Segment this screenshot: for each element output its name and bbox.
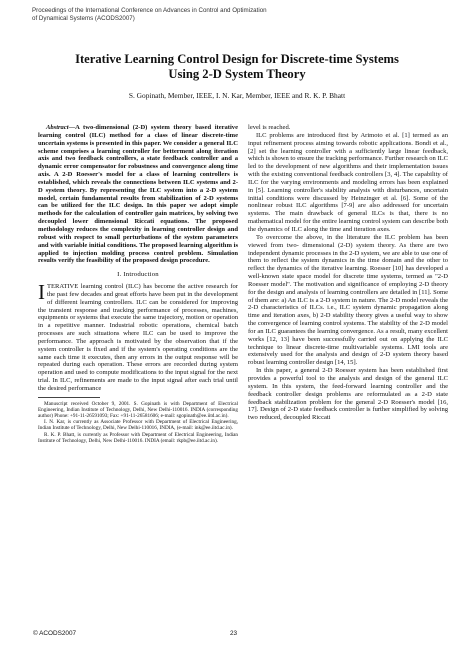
author-list: S. Gopinath, Member, IEEE, I. N. Kar, Member, IEEE and R. K. P. Bhatt bbox=[128, 91, 346, 100]
abstract-body: —A two-dimensional (2-D) system theory based iterative learning control (ILC) method for a class of linear discrete-time uncertain systems is presented in this paper. We consider a general ILC scheme comprises a learning controller for betterment along iteration axis and two feedback controllers, a state feedback controller and a dynamic error compensator for robustness and convergence along time axis. A 2-D Roesser's model for a class of learning controllers is established, which reveals the connections between ILC systems and 2-D system theory. By representing the ILC system into a 2-D system model, certain fundamental results from stabilization of 2-D systems can be utilized for the ILC design. In this paper we adopt simple methods for the calculation of controller gain matrices, by solving two decoupled lower dimensional Riccati equations. The proposed methodology reduces the complexity in learning controller design and robust with respect to small perturbations of the system parameters and with variable initial conditions. The proposed learning algorithm is applied to injection molding process control problem. Simulation results verify the feasibility of the proposed design procedure. bbox=[38, 124, 238, 265]
paragraph-this-paper: In this paper, a general 2-D Roesser system has been established first provides a powerful tool to the analysis and design of the general ILC system. In this system, the feed-forward learning controller and the feedback controller design problems are reformulated as a 2-D state feedback stabilization problem for the general 2-D Roesser's model [16, 17]. Design of 2-D state feedback controller is further simplified by solving two reduced, decoupled Riccati bbox=[248, 367, 448, 422]
paragraph-ilc-problems: ILC problems are introduced first by Arimoto et al. [1] termed as an input refinement process aiming towards robotic applications. Bondi et al., [2] set the learning controller with a sufficiently large linear feedback, which is shown to ensure the tracking performance. Further research on ILC led to the development of new algorithms and their implementation issues with the existing conventional feedback controllers [3, 4]. The capability of ILC for the varying environments and modeling errors has been explained in [5]. Learning controller's stability analysis with disturbances, uncertain initial conditions were discussed by Heinzinger et al. [6]. Some of the nonlinear robust ILC algorithms [7-9] are also addressed for uncertain systems. The main drawback of general ILCs is that, there is no mathematical model for the entire learning control system can describe both the dynamics of ILC along the time and iteration axes. bbox=[248, 131, 448, 233]
paper-title bbox=[40, 52, 434, 82]
section-heading-introduction: I. Introduction bbox=[117, 271, 159, 279]
footnote-manuscript: Manuscript received October 9, 2001. S. Gopinath is with Department of Electrical Engineering, Indian Institute of Technology, Delhi, New Delhi-110016. INDIA (corresponding author) Phone: +91-11-26591093; Fax: +91-11-26581606; e-mail: sgopinath@ee.iitd.ac.in). bbox=[38, 400, 238, 420]
drop-cap: I bbox=[38, 280, 45, 305]
continuation-text: level is reached. bbox=[248, 124, 291, 131]
right-column bbox=[248, 124, 448, 422]
intro-paragraph-text: TERATIVE learning control (ILC) has become the active research for the past few decades and great efforts have been put in the development of different learning controllers. ILC can be considered for improving the transient response and tracking performance of processes, machines, equipments or systems that execute the same trajectory, motion or operation in a repetitive manner. Industrial robotic operations, chemical batch processes are such situations where ILC can be used to improve the performance. The approach is motivated by the observation that if the system controller is fixed and if the system's operating conditions are the same each time it executes, then any errors in the output response will be repeated during each operation. These errors are recorded during system operation and used to compute modifications to the input signal for the next trial. In ILC, refinements are made to the input signal after each trial until the desired performance bbox=[38, 283, 238, 392]
abstract bbox=[38, 124, 238, 265]
proceedings-line-2: of Dynamical Systems (ACODS2007) bbox=[32, 14, 135, 22]
footer-copyright: © ACODS2007 bbox=[33, 630, 77, 637]
footnotes bbox=[38, 401, 238, 444]
proceedings-line-1: Proceedings of the International Conference on Advances in Control and Optimization bbox=[32, 7, 267, 14]
page-number: 23 bbox=[230, 630, 238, 637]
intro-paragraph bbox=[38, 280, 238, 393]
footnote-rule bbox=[38, 397, 100, 398]
left-column bbox=[38, 124, 238, 444]
proceedings-header bbox=[32, 7, 332, 22]
paragraph-2d-theory: To overcome the above, in the literature the ILC problem has been viewed from two- dimensional (2-D) system theory. As there are two independent dynamic processes in the 2-D system, we are able to use one of them to reflect the system dynamics in the time domain and the other to reflect the dynamics of the iterative learning. Roesser [10] has developed a well-known state space model for discrete time systems, termed as "2-D Roesser model". The motivation and significance of employing 2-D theory for the design and analysis of learning controllers are detailed in [11]. Some of them are: a) An ILC is a 2-D system in nature. The 2-D model reveals the 2-D characteristics of ILCs. i.e., ILC system dynamic propagation along time and iteration axes, b) 2-D stability theory gives a useful way to show the convergence of learning control systems. The stability of the 2-D model for an ILC guarantees the learning convergence. As a result, many excellent works [12, 13] have been successfully carried out on applying the ILC technique to linear discrete-time multivariable systems. LMI tools are extensively used for the analysis and design of 2-D system theory based robust learning controller design [14, 15]. bbox=[248, 233, 448, 367]
title-line-1: Iterative Learning Control Design for Discrete-time Systems bbox=[75, 52, 399, 66]
abstract-lead: Abstract bbox=[46, 124, 69, 131]
footnote-bhatt: R. K. P. Bhatt, is currently as Professor with Department of Electrical Engineering, Indian Institute of Technology, Delhi, New Delhi-110016. INDIA (email: rkpb@ee.iitd.ac.in). bbox=[38, 431, 238, 444]
footnote-kar: I. N. Kar, is currently as Associate Professor with Department of Electrical Engineering, Indian Institute of Technology, Delhi, New Delhi-110016, INDIA, (e-mail: ink@ee.iitd.ac.in). bbox=[38, 419, 238, 432]
title-line-2: Using 2-D System Theory bbox=[168, 67, 306, 81]
